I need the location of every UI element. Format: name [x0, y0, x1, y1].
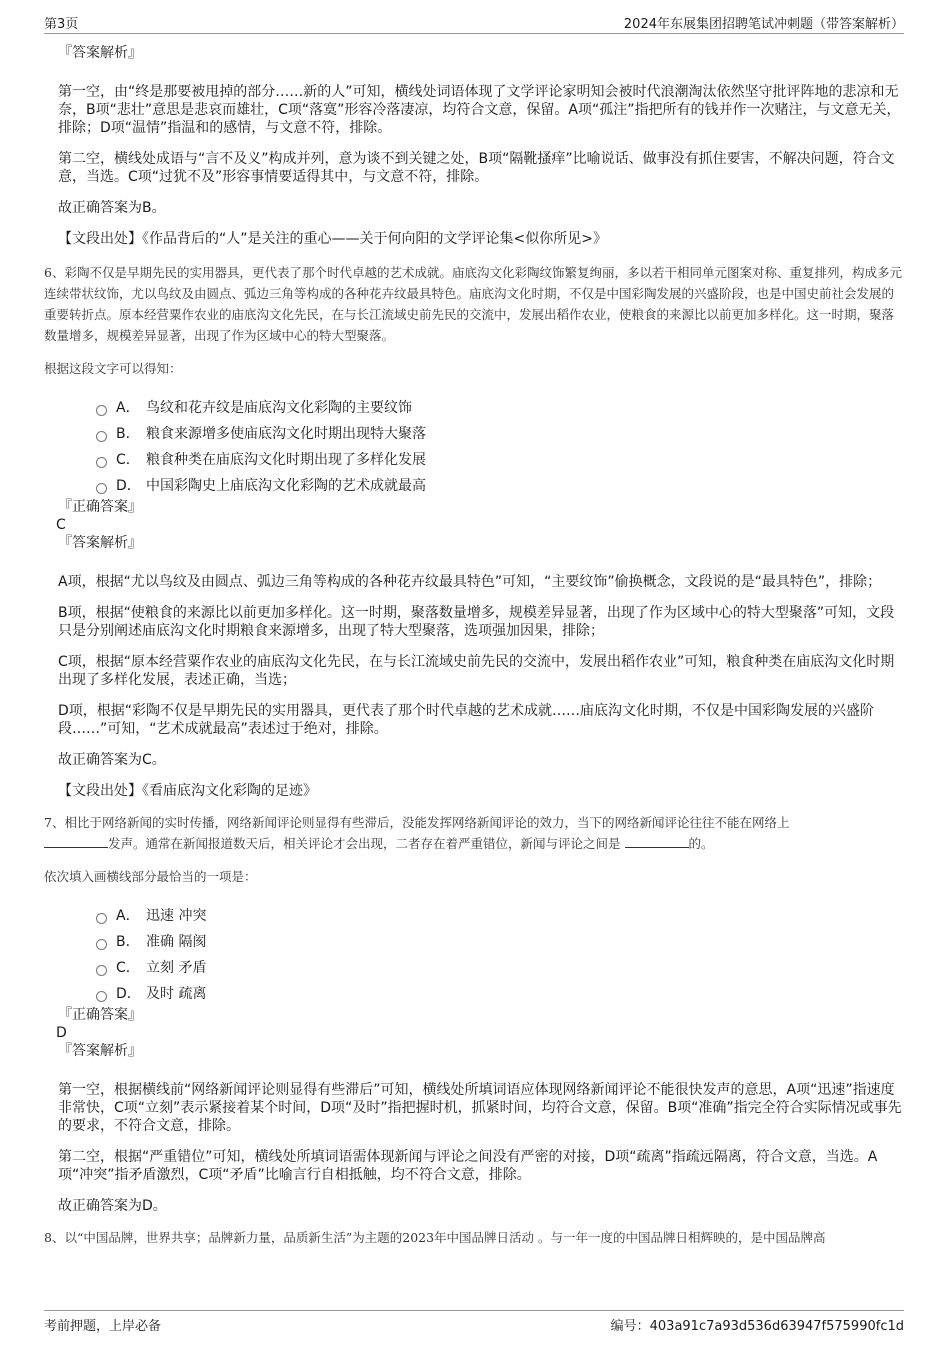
q7-analysis-title: 『答案解析』: [58, 1043, 142, 1059]
radio-icon[interactable]: [96, 913, 107, 924]
q7-option-d[interactable]: D． 及时 疏离: [96, 980, 904, 1006]
q6-question-text: 6、彩陶不仅是早期先民的实用器具，更代表了那个时代卓越的艺术成就。庙底沟文化彩陶纹饰繁复绚丽，多以若干相同单元图案对称、重复排列，构成多元连续带状纹饰，尤以鸟纹及由圆点、弧边三角等构成的各种花卉纹最具特色。庙底沟文化时期，不仅是中国彩陶发展的兴盛阶段，也是中国史前社会发展的重要转折点。原本经营粟作农业的庙底沟文化先民，在与长江流域史前先民的交流中，发展出稻作农业，使粮食的来源比以前更加多样化。这一时期，聚落数量增多，规模差异显著，出现了作为区域中心的特大型聚落。: [44, 265, 902, 343]
q7-answer-title: 『正确答案』: [58, 1007, 142, 1023]
q6-analysis-para-a: A项，根据“尤以鸟纹及由圆点、弧边三角等构成的各种花卉纹最具特色”可知，“主要纹饰”偷换概念，文段说的是“最具特色”，排除；: [58, 574, 882, 590]
q7-option-a[interactable]: A． 迅速 冲突: [96, 902, 904, 928]
q6-option-b[interactable]: B． 粮食来源增多使庙底沟文化时期出现特大聚落: [96, 420, 904, 446]
q6-analysis-title: 『答案解析』: [58, 535, 142, 551]
q6-source: 【文段出处】《看庙底沟文化彩陶的足迹》: [58, 783, 317, 799]
fill-blank-1: [44, 835, 108, 848]
q7-answer: D: [56, 1025, 67, 1041]
q8-question-text: 8、以“中国品牌，世界共享；品牌新力量，品质新生活”为主题的2023年中国品牌日活动 。与一年一度的中国品牌日相辉映的，是中国品牌高: [44, 1230, 826, 1245]
document-title: 2024年东展集团招聘笔试冲刺题（带答案解析）: [623, 17, 904, 32]
radio-icon[interactable]: [96, 991, 107, 1002]
radio-icon[interactable]: [96, 939, 107, 950]
q5-analysis-para-2: 第二空，横线处成语与“言不及义”构成并列，意为谈不到关键之处，B项“隔靴搔痒”比喻说话、做事没有抓住要害，不解决问题，符合文意，当选。C项“过犹不及”形容事情要适得其中，与文意不符，排除。: [58, 151, 895, 185]
q6-analysis-para-d: D项，根据“彩陶不仅是早期先民的实用器具，更代表了那个时代卓越的艺术成就……庙底沟文化时期，不仅是中国彩陶发展的兴盛阶段……”可知，“艺术成就最高”表述过于绝对，排除。: [58, 703, 875, 737]
q7-option-c[interactable]: C． 立刻 矛盾: [96, 954, 904, 980]
q7-options: [96, 902, 904, 1006]
q5-analysis-title: 『答案解析』: [58, 45, 142, 61]
q6-answer: C: [56, 517, 66, 533]
q6-analysis-para-b: B项，根据“使粮食的来源比以前更加多样化。这一时期，聚落数量增多，规模差异显著，出现了作为区域中心的特大型聚落”可知，文段只是分别阐述庙底沟文化时期粮食来源增多，出现了特大型聚落，选项强加因果，排除；: [58, 605, 895, 639]
q6-answer-title: 『正确答案』: [58, 499, 142, 515]
q5-source: 【文段出处】《作品背后的“人”是关注的重心——关于何向阳的文学评论集<似你所见>》: [58, 231, 607, 247]
q6-analysis-para-c: C项，根据“原本经营粟作农业的庙底沟文化先民，在与长江流域史前先民的交流中，发展出稻作农业”可知，粮食种类在庙底沟文化时期出现了多样化发展，表述正确，当选；: [58, 654, 895, 688]
radio-icon[interactable]: [96, 965, 107, 976]
radio-icon[interactable]: [96, 405, 107, 416]
footer-slogan: 考前押题，上岸必备: [44, 1319, 162, 1334]
document-code: 编号：403a91c7a93d536d63947f575990fc1d: [610, 1319, 904, 1334]
q7-question-text: 7、相比于网络新闻的实时传播，网络新闻评论则显得有些滞后，没能发挥网络新闻评论的效力，当下的网络新闻评论往往不能在网络上 发声。通常在新闻报道数天后，相关评论才会出现，二者存在着严重错位，新闻与评论之间是 的。: [44, 815, 790, 851]
radio-icon[interactable]: [96, 431, 107, 442]
q6-prompt: 根据这段文字可以得知：: [44, 361, 182, 376]
q6-conclusion: 故正确答案为C。: [58, 752, 166, 768]
q6-option-a[interactable]: A． 鸟纹和花卉纹是庙底沟文化彩陶的主要纹饰: [96, 394, 904, 420]
q7-analysis-para-1: 第一空，根据横线前“网络新闻评论则显得有些滞后”可知，横线处所填词语应体现网络新闻评论不能很快发声的意思，A项“迅速”指速度非常快，C项“立刻”表示紧接着某个时间，D项“及时”指把握时机，抓紧时间，均符合文意，保留。B项“准确”指完全符合实际情况或事先的要求，不符合文意，排除。: [58, 1082, 902, 1134]
q7-prompt: 依次填入画横线部分最恰当的一项是：: [44, 869, 257, 884]
q7-analysis-para-2: 第二空，根据“严重错位”可知，横线处所填词语需体现新闻与评论之间没有严密的对接，D项“疏离”指疏远隔离，符合文意，当选。A项“冲突”指矛盾激烈，C项“矛盾”比喻言行自相抵触，均不符合文意，排除。: [58, 1149, 878, 1183]
q7-conclusion: 故正确答案为D。: [58, 1198, 167, 1214]
header-divider: [44, 33, 904, 34]
radio-icon[interactable]: [96, 457, 107, 468]
fill-blank-2: [625, 835, 689, 848]
q6-option-c[interactable]: C． 粮食种类在庙底沟文化时期出现了多样化发展: [96, 446, 904, 472]
radio-icon[interactable]: [96, 483, 107, 494]
page-content: [44, 44, 904, 1248]
q5-analysis-para-1: 第一空，由“终是那要被甩掉的部分……新的人”可知，横线处词语体现了文学评论家明知会被时代浪潮淘汰依然坚守批评阵地的悲凉和无奈，B项“悲壮”意思是悲哀而雄壮，C项“落寞”形容冷落凄凉，均符合文意，保留。A项“孤注”指把所有的钱并作一次赌注，与文意无关，排除；D项“温情”指温和的感情，与文意不符，排除。: [58, 84, 901, 136]
q6-option-d[interactable]: D． 中国彩陶史上庙底沟文化彩陶的艺术成就最高: [96, 472, 904, 498]
q7-option-b[interactable]: B． 准确 隔阂: [96, 928, 904, 954]
footer-divider: [44, 1310, 904, 1311]
page-header: [0, 0, 950, 36]
q5-conclusion: 故正确答案为B。: [58, 200, 166, 216]
page-number: 第3页: [44, 17, 79, 32]
q6-options: [96, 394, 904, 498]
